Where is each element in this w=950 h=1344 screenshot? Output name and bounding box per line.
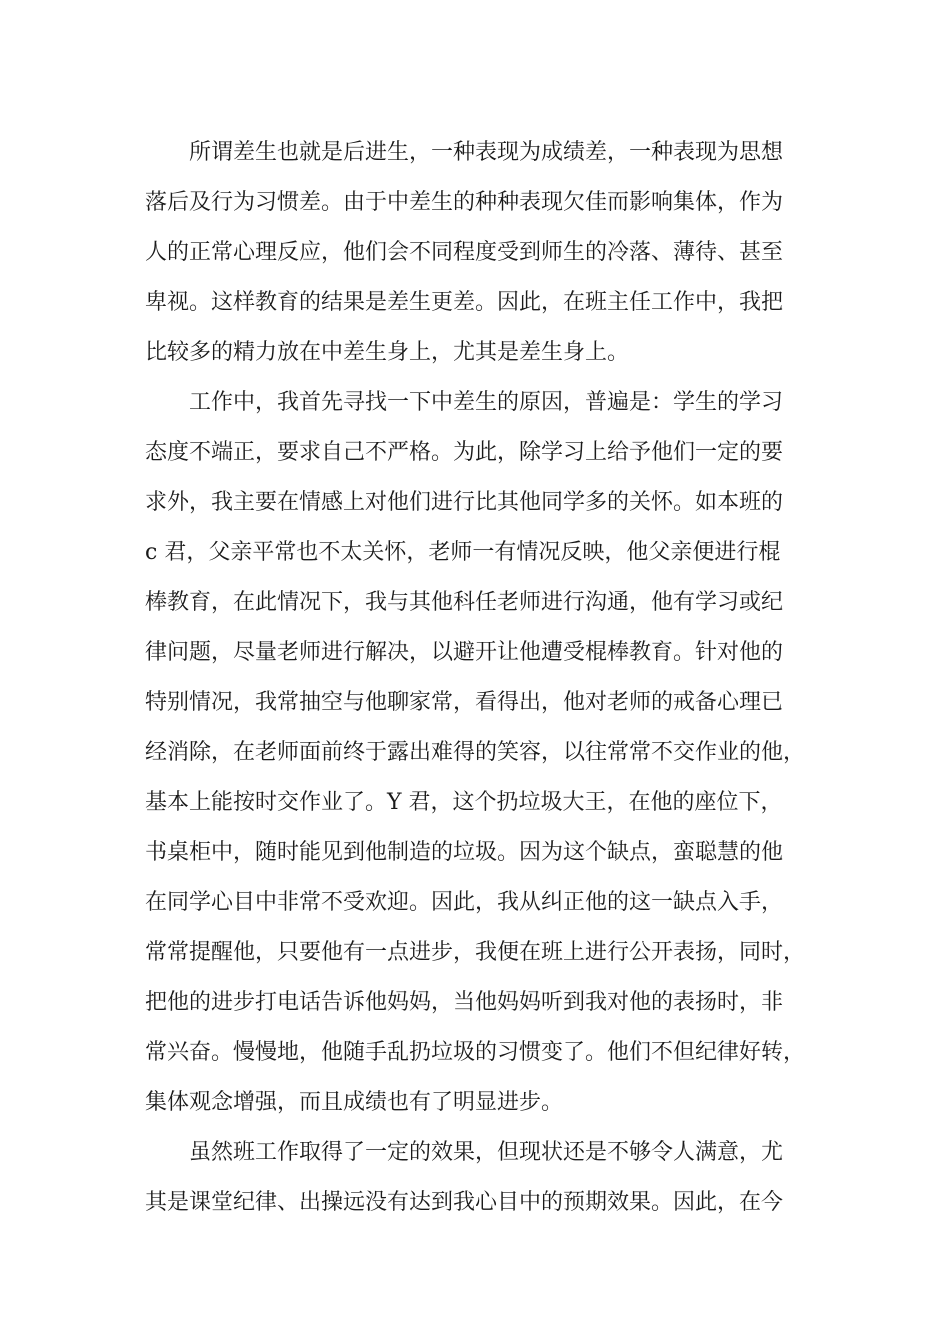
paragraph-2-line-1: 工作中，我首先寻找一下中差生的原因，普遍是：学生的学习	[189, 390, 784, 415]
paragraph-3-line-2: 其是课堂纪律、出操远没有达到我心目中的预期效果。因此，在今	[145, 1190, 784, 1215]
paragraph-2-line-12: 常常提醒他，只要他有一点进步，我便在班上进行公开表扬，同时，	[145, 940, 806, 965]
paragraph-2-line-8: 经消除，在老师面前终于露出难得的笑容，以往常常不交作业的他，	[145, 740, 806, 765]
paragraph-1-line-2: 落后及行为习惯差。由于中差生的种种表现欠佳而影响集体，作为	[145, 190, 784, 215]
paragraph-2-line-11: 在同学心目中非常不受欢迎。因此，我从纠正他的这一缺点入手，	[145, 890, 784, 915]
paragraph-2-line-9: 基本上能按时交作业了。Y 君，这个扔垃圾大王，在他的座位下，	[145, 790, 783, 815]
paragraph-2-line-6: 律问题，尽量老师进行解决，以避开让他遭受棍棒教育。针对他的	[145, 640, 784, 665]
paragraph-1-line-3: 人的正常心理反应，他们会不同程度受到师生的冷落、薄待、甚至	[145, 240, 784, 265]
paragraph-2-line-4: c 君，父亲平常也不太关怀，老师一有情况反映，他父亲便进行棍	[145, 540, 781, 565]
paragraph-2-line-7: 特别情况，我常抽空与他聊家常，看得出，他对老师的戒备心理已	[145, 690, 784, 715]
paragraph-1-line-4: 卑视。这样教育的结果是差生更差。因此，在班主任工作中，我把	[145, 290, 784, 315]
paragraph-1-line-1: 所谓差生也就是后进生，一种表现为成绩差，一种表现为思想	[189, 140, 784, 165]
paragraph-2-line-10: 书桌柜中，随时能见到他制造的垃圾。因为这个缺点，蛮聪慧的他	[145, 840, 784, 865]
paragraph-2-line-2: 态度不端正，要求自己不严格。为此，除学习上给予他们一定的要	[145, 440, 784, 465]
paragraph-2-line-5: 棒教育，在此情况下，我与其他科任老师进行沟通，他有学习或纪	[145, 590, 784, 615]
paragraph-2-line-13: 把他的进步打电话告诉他妈妈，当他妈妈听到我对他的表扬时，非	[145, 990, 784, 1015]
paragraph-2-line-15: 集体观念增强，而且成绩也有了明显进步。	[145, 1090, 564, 1115]
paragraph-2-line-3: 求外，我主要在情感上对他们进行比其他同学多的关怀。如本班的	[145, 490, 784, 515]
paragraph-2-line-14: 常兴奋。慢慢地，他随手乱扔垃圾的习惯变了。他们不但纪律好转，	[145, 1040, 806, 1065]
paragraph-3-line-1: 虽然班工作取得了一定的效果，但现状还是不够令人满意，尤	[189, 1140, 784, 1165]
paragraph-1-line-5: 比较多的精力放在中差生身上，尤其是差生身上。	[145, 340, 630, 365]
